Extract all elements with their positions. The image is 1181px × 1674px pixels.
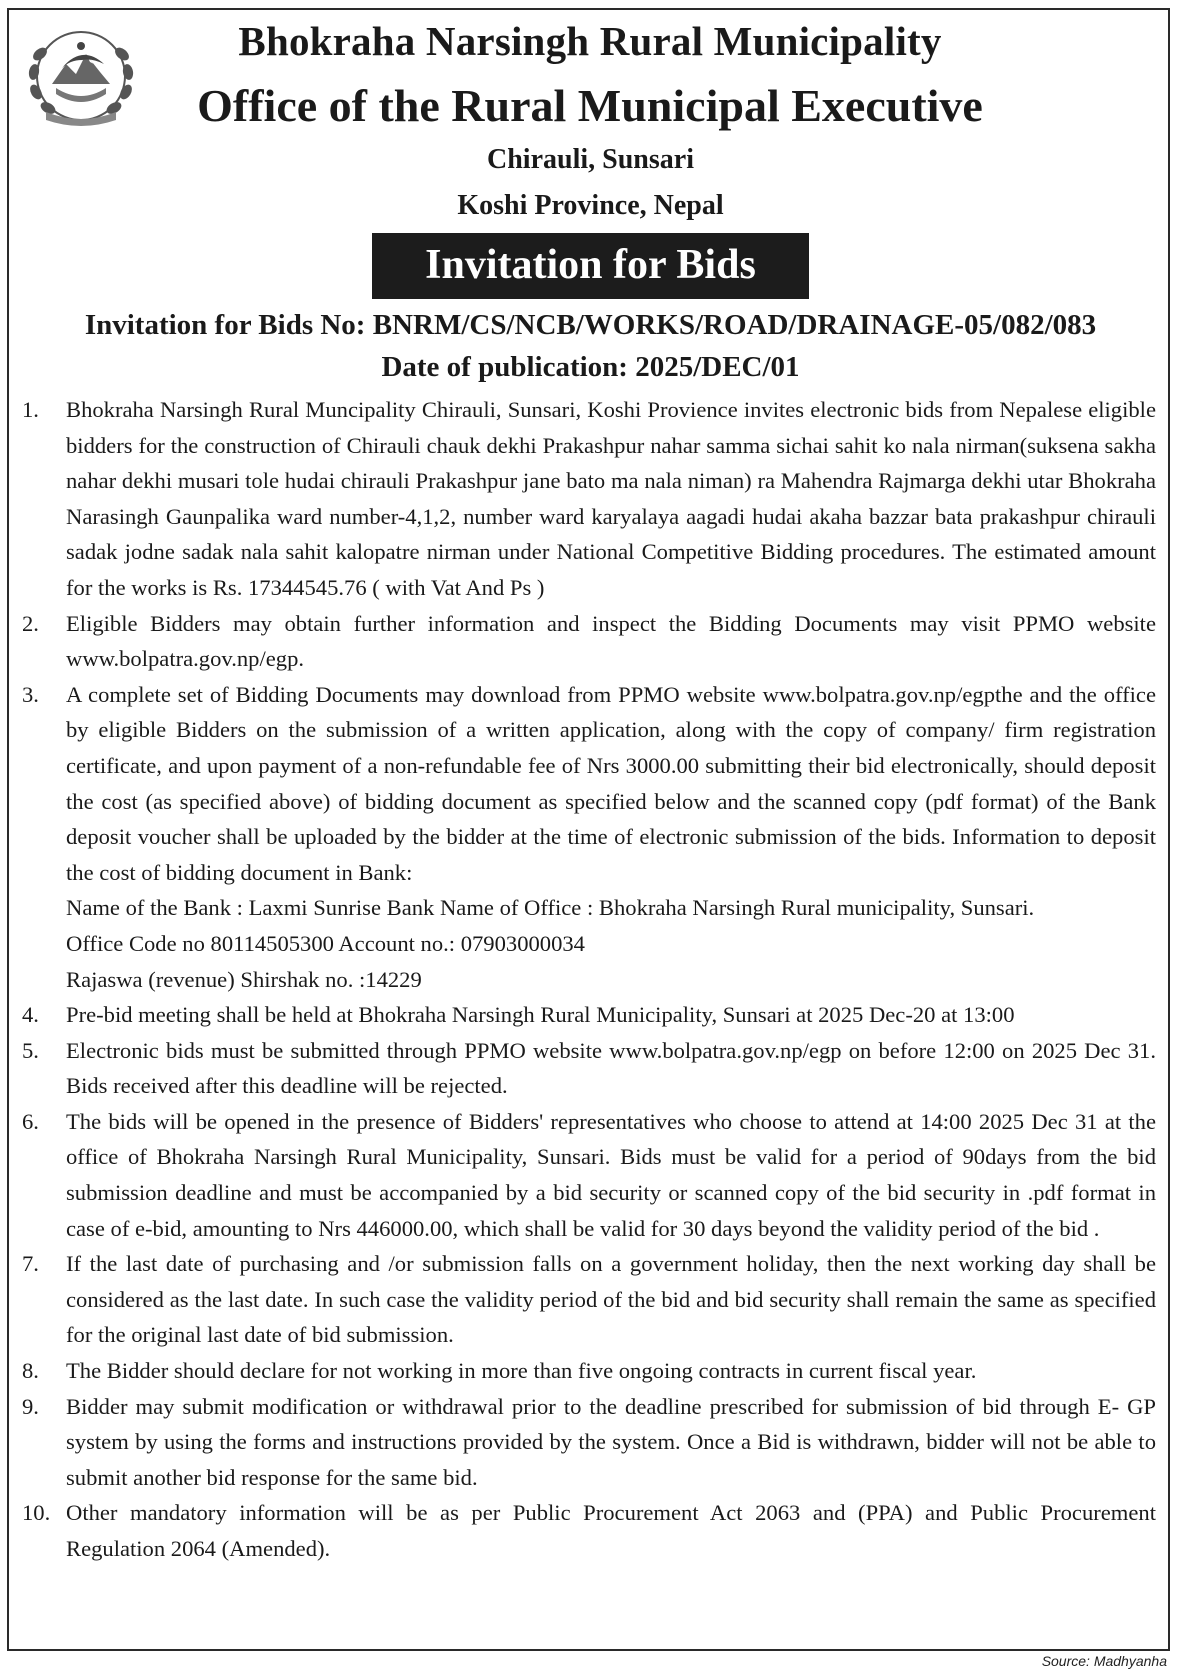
item-number: 2.: [22, 610, 39, 636]
item-text: Bhokraha Narsingh Rural Muncipality Chirauli, Sunsari, Koshi Provience invites electronic bids from Nepalese eligible bidders for the construction of Chirauli chauk dekhi Prakashpur nahar samma sichai sahit ko nala nirman(suksena sakha nahar dekhi musari tole hudai chirauli Prakashpur jane bato ma nala niman) ra Mahendra Rajmarga dekhi utar Bhokraha Narasingh Gaunpalika ward number-4,1,2, number ward karyalaya aagadi hudai akaha bazzar bata prakashpur chirauli sadak jodne sadak nala sahit kalopatre nirman under National Competitive Bidding procedures. The estimated amount for the works is Rs. 17344545.76 ( with Vat And Ps ): [66, 397, 1156, 600]
bank-details-line-2: Office Code no 80114505300 Account no.: 07903000034: [66, 930, 585, 956]
item-text: The Bidder should declare for not working in more than five ongoing contracts in current fiscal year.: [66, 1358, 977, 1384]
item-text: A complete set of Bidding Documents may download from PPMO website www.bolpatra.gov.np/egpthe and the office by eligible Bidders on the submission of a written application, along with the copy of company/ firm registration certificate, and upon payment of a non-refundable fee of Nrs 3000.00 submitting their bid electronically, should deposit the cost (as specified above) of bidding document as specified below and the scanned copy (pdf format) of the Bank deposit voucher shall be uploaded by the bidder at the time of electronic submission of the bids. Information to deposit the cost of bidding document in Bank:: [66, 681, 1156, 885]
item-number: 10.: [22, 1500, 51, 1526]
item-text-block: [66, 677, 1156, 997]
item-text: If the last date of purchasing and /or submission falls on a government holiday, then the next working day shall be considered as the last date. In such case the validity period of the bid and bid security shall remain the same as specified for the original last date of bid submission.: [66, 1251, 1156, 1348]
list-item: [22, 392, 1156, 606]
item-number: 5.: [22, 1037, 39, 1063]
bid-number: Invitation for Bids No: BNRM/CS/NCB/WORKS/ROAD/DRAINAGE-05/082/083: [84, 309, 1097, 341]
item-number: 7.: [22, 1251, 39, 1277]
item-number: 4.: [22, 1002, 39, 1028]
list-item: [22, 1246, 1156, 1353]
item-text: Bidder may submit modification or withdrawal prior to the deadline prescribed for submission of bid through E- GP system by using the forms and instructions provided by the system. Once a Bid is withdrawn, bidder will not be able to submit another bid response for the same bid.: [66, 1393, 1156, 1490]
item-text: Pre-bid meeting shall be held at Bhokraha Narsingh Rural Municipality, Sunsari at 2025 Dec-20 at 13:00: [66, 1002, 1015, 1028]
address-line-2: Koshi Province, Nepal: [457, 190, 724, 221]
bank-details-line-3: Rajaswa (revenue) Shirshak no. :14229: [66, 966, 422, 992]
address-line-1: Chirauli, Sunsari: [487, 144, 694, 175]
list-item: [22, 1104, 1156, 1246]
item-text: Eligible Bidders may obtain further information and inspect the Bidding Documents may visit PPMO website www.bolpatra.gov.np/egp.: [66, 610, 1156, 672]
office-name: Office of the Rural Municipal Executive: [197, 80, 983, 131]
source-credit: Source: Madhyanha: [1041, 1653, 1167, 1669]
item-number: 8.: [22, 1358, 39, 1384]
list-item: [22, 606, 1156, 677]
list-item: [22, 1389, 1156, 1496]
notice-items: [22, 392, 1156, 1567]
item-text: Other mandatory information will be as per Public Procurement Act 2063 and (PPA) and Public Procurement Regulation 2064 (Amended).: [66, 1500, 1156, 1561]
list-item: [22, 997, 1156, 1033]
list-item: [22, 1495, 1156, 1566]
municipality-name: Bhokraha Narsingh Rural Municipality: [238, 18, 942, 64]
list-item: [22, 1033, 1156, 1104]
item-text: The bids will be opened in the presence of Bidders' representatives who choose to attend at 14:00 2025 Dec 31 at the office of Bhokraha Narsingh Rural Municipality, Sunsari. Bids must be valid for a period of 90days from the bid submission deadline and must be accompanied by a bid security or scanned copy of the bid security in .pdf format in case of e-bid, amounting to Nrs 446000.00, which shall be valid for 30 days beyond the validity period of the bid .: [66, 1108, 1156, 1241]
publication-date: Date of publication: 2025/DEC/01: [381, 351, 800, 383]
item-number: 6.: [22, 1108, 39, 1134]
bank-details-line-1: Name of the Bank : Laxmi Sunrise Bank Name of Office : Bhokraha Narsingh Rural municipality, Sunsari.: [66, 895, 1035, 921]
item-number: 1.: [22, 397, 39, 422]
item-number: 3.: [22, 681, 39, 707]
item-text: Electronic bids must be submitted through PPMO website www.bolpatra.gov.np/egp on before 12:00 on 2025 Dec 31. Bids received after this deadline will be rejected.: [66, 1037, 1156, 1099]
item-number: 9.: [22, 1393, 39, 1419]
list-item: [22, 677, 1156, 997]
notice-title: Invitation for Bids: [372, 233, 809, 299]
list-item: [22, 1353, 1156, 1389]
